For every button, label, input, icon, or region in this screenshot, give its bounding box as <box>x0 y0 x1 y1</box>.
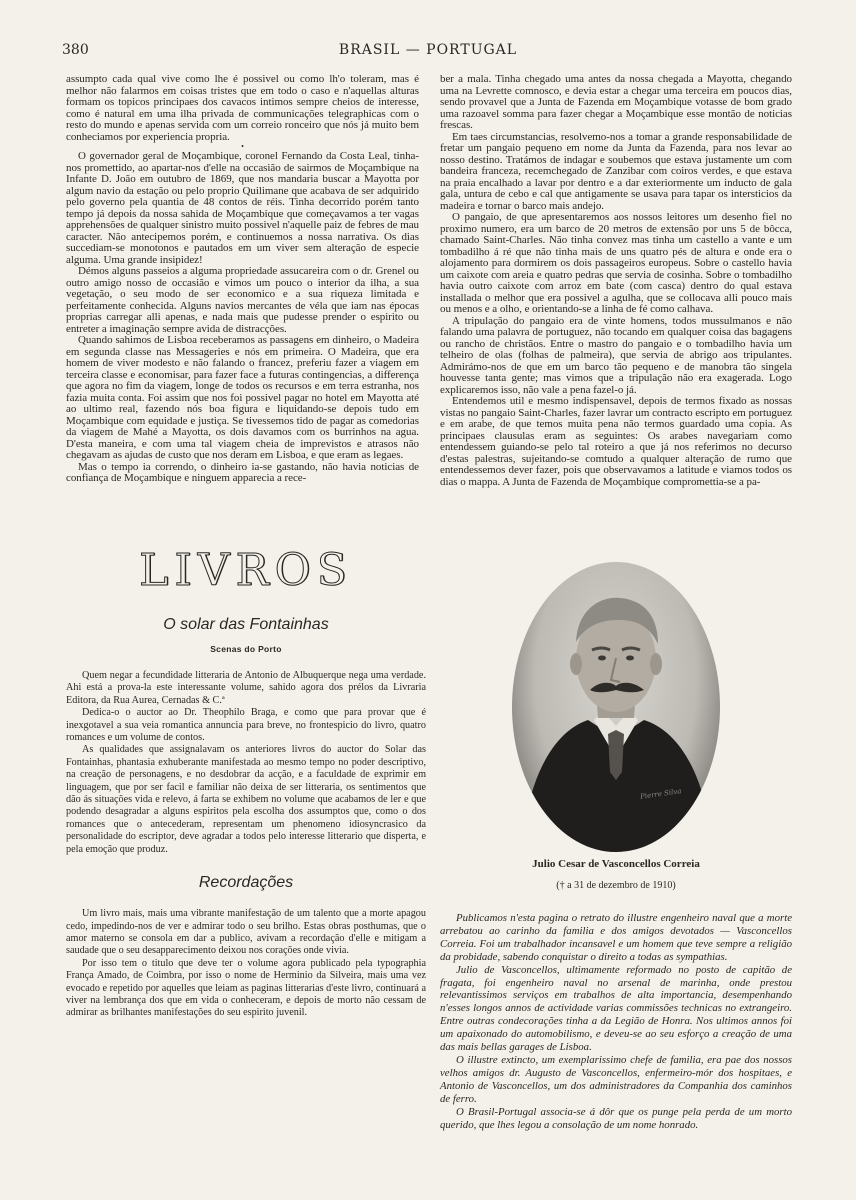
section-mark: • <box>241 142 244 151</box>
paragraph: O governador geral de Moçambique, coronel Fernando da Costa Leal, tinha-nos promettido, ao apartar-nos d'elle na occasião de sairmos de Moçambique na Infante D. João em outubro de 1869, que nos mandaria buscar a Mayotta por algum navio da estação ou pelo proprio Quilimane que acabava de ser adquirido pelo governo pela quantia de 48 contos de réis. Tinha decorrido porém tanto tempo já depois da nossa sahida de Moçambique que começavamos a ter vagas apprehensões de qualquer sinistro muito possivel n'aquelle paiz de febres de mau caracter. Não antecipemos porém, e continuemos a nossa narrativa. Os dias succediam-se monotonos e pautados em um viver sem alteração de especie alguma. Uma grande insipidez! <box>66 150 419 266</box>
book-title: O solar das Fontainhas <box>163 616 329 633</box>
paragraph: Um livro mais, mais uma vibrante manifestação de um talento que a morte apagou cedo, impedindo-nos de ver e admirar todo o seu brilho. Estas obras posthumas, que o amor materno se consola em dar a publico, avivam a recordação d'elle e mitigam a saudade que o seu desapparecimento deixou nos corações onde vivia. <box>66 908 426 957</box>
book-review-body <box>66 908 426 1020</box>
paragraph: assumpto cada qual vive como lhe é possivel ou como lh'o toleram, mas é melhor não falarmos em coisas tristes que em todo o caso e n'aquellas alturas formam os topicos principaes dos cavacos intimos sempre cheios de interesse, como é natural em uma ilha privada de communicações telegraphicas com o resto do mundo e apenas servida com um correio ronceiro que nós já muito bem conheciamos por experiencia propria. <box>66 73 419 143</box>
portrait-caption-date: († a 31 de dezembro de 1910) <box>556 880 676 891</box>
portrait-caption-name: Julio Cesar de Vasconcellos Correia <box>532 858 700 870</box>
running-head: BRASIL — PORTUGAL <box>338 42 518 58</box>
section-heading: LIVROS <box>139 545 353 596</box>
book-subtitle: Scenas do Porto <box>210 644 282 654</box>
livros-section <box>66 545 426 1020</box>
book-title: Recordações <box>198 874 294 892</box>
paragraph: Publicamos n'esta pagina o retrato do illustre engenheiro naval que a morte arrebatou ao carinho da familia e dos amigos devotados — Vasconcellos Correia. Foi um trabalhador incansavel e um homem que teve sempre a religião da probidade, sabendo conquistar o direito a todas as sympathias. <box>440 912 792 963</box>
portrait-photo <box>512 562 720 852</box>
paragraph: A tripulação do pangaio era de vinte homens, todos mussulmanos e não falando uma palavra de portuguez, não tocando em qualquer coisa das bagagens ou rancho de christãos. Entre o mastro do pangaio e o tombadilho havia um telheiro de olas (folhas de palmeira), que servia de abrigo aos tripulantes. Admirámo-nos de que em um barco tão pequeno e de manobra tão singela houvesse tanta gente; mas vimos que a tripulação não era exagerada. Logo explicaremos isso, não vale a pena fazel-o já. <box>440 314 792 396</box>
paragraph: ber a mala. Tinha chegado uma antes da nossa chegada a Mayotta, chegando uma na Levrette comnosco, e devia estar a chegar uma terceira em poucos dias, sendo provavel que a Junta de Fazenda em Moçambique votasse de bom grado uma razoavel somma para fazer chegar a Moçambique esse montão de noticias frescas. <box>440 73 792 131</box>
page-number: 380 <box>62 42 89 58</box>
book-review-body <box>66 670 426 856</box>
paragraph: O pangaio, de que apresentaremos aos nossos leitores um desenho fiel no proximo numero, era um barco de 20 metros de extensão por uns 5 de bôcca, chamado Saint-Charles. Não tinha convez mas tinha um castello a vante e um tombadilho á ré que não tinha mais de uns quatro pés de altura e onde era o alojamento para dormirem os dois passageiros europeus. Sobre o castello havia um caixote com areia e quatro pedras que servia de cosinha. Sobre o tombadilho havia outro caixote com arroz em bate (com casca) dentro do qual estava installada o melhor que era possivel a agulha, que se collocava alli pouco mais ou menos e a olho, e orientando-se a linha de fé como calhava. <box>440 211 792 315</box>
page-header <box>62 42 794 58</box>
paragraph: Mas o tempo ia correndo, o dinheiro ia-se gastando, não havia noticias de confiança de Moçambique e ninguem apparecia a rece- <box>66 460 419 484</box>
paragraph: Quando sahimos de Lisboa receberamos as passagens em dinheiro, o Madeira em segunda classe nas Messageries e nós em primeira. O Madeira, que era homem de viver modesto e não falando o francez, preferiu fazer a viagem em terceira classe e economisar, para fazer face a futuras contingencias, a differença que agora no fim da viagem, longe de todos os recursos e em terra estranha, nos fazia muita conta. Foi assim que nos foi possivel pagar no hotel em Mayotta até ao ultimo real, fazendo nós boa figura e liquidando-se depois tudo em Moçambique com equidade e justiça. Se tivessemos tido de pagar as comedorias da viagem de Mahé a Mayotta, os dois davamos com os burrinhos na agua. D'esta maneira, e com uma tal viagem cheia de imprevistos e atrasos não chegavam as ajudas de custo que nos deram em Lisboa, e que eram as legaes. <box>66 334 419 461</box>
engraver-signature: Pierre Silva <box>640 787 683 801</box>
paragraph: Dedica-o o auctor ao Dr. Theophilo Braga, e como que para provar que é inexgotavel a sua veia romantica annuncia para breve, no frontespicio do livro, quatro romances e um volume de contos. <box>66 707 426 744</box>
paragraph: O Brasil-Portugal associa-se á dôr que os punge pela perda de um morto querido, que lhes legou a consolação de um nome honrado. <box>440 1105 792 1131</box>
obituary-text <box>440 912 792 1131</box>
portrait-illustration <box>512 562 720 852</box>
paragraph: Quem negar a fecundidade litteraria de Antonio de Albuquerque nega uma verdade. Ahi está a prova-la este interessante volume, sahido agora dos prélos da Livraria Editora, da Rua Aurea, Cernadas & C.ª <box>66 670 426 706</box>
paragraph: Em taes circumstancias, resolvemo-nos a tomar a grande responsabilidade de fretar um pangaio pequeno em nome da Junta da Fazenda, para nos levar ao nosso destino. Tratámos de indagar e soubemos que estava justamente um com bandeira franceza, recemchegado de Zanzibar com coiros verdes, e que estava na praia encalhado a lavar por dentro e a dar exteriormente um inducto de gala gala, untura de cebo e cal que antigamente se usava para tapar os intersticios da madeira e tornar o barco mais andejo. <box>440 130 792 212</box>
paragraph: Julio de Vasconcellos, ultimamente reformado no posto de capitão de fragata, foi engenheiro naval no arsenal de marinha, onde prestou relevantissimos serviços em trabalhos de alta importancia, desempenhando n'esses longos annos de actividade varias commissões technicas no extrangeiro. Entre outras condecorações tinha a da Legião de Honra. Nos ultimos annos foi um apaixonado do automobilismo, e deveu-se ao seu esforço a creação de uma das mais bellas garages de Lisboa. <box>440 963 792 1054</box>
paragraph: Démos alguns passeios a alguma propriedade assucareira com o dr. Grenel ou outro amigo nosso de occasião e vimos um pouco o interior da ilha, a sua vegetação, o seu modo de ser economico e a sua riqueza limitada e perfeitamente conhecida. Alguns navios mercantes de véla que iam nas épocas proprias carregar alli apenas, e nada mais que pudesse prender o espirito ou entreter a imaginação sempre avida de distracções. <box>66 265 419 335</box>
paragraph: As qualidades que assignalavam os anteriores livros do auctor do Solar das Fontainhas, phantasia exhuberante manifestada ao mesmo tempo no poder descriptivo, na creação de personagens, e no desdobrar da acção, e a faculdade de exprimir em linguagem, que por ser facil e familiar não deixa de ser litteraria, os sentimentos que dão ás situações vida e relevo, á farta se exhibem no volume que acabamos de ler e que podendo desagradar a alguns espiritos pela escolha dos assumptos que, como o dos romances que o antecederam, representam um phenomeno idiosyncrasico da personalidade do escriptor, deve agradar a todos pelo interesse litterario que disperta, e pela emoção que produz. <box>66 744 426 855</box>
paragraph: O illustre extincto, um exemplarissimo chefe de familia, era pae dos nossos velhos amigos dr. Augusto de Vasconcellos, enfermeiro-mór dos hospitaes, e Antonio de Vasconcellos, um dos administradores da Companhia dos caminhos de ferro. <box>440 1053 792 1105</box>
right-column-article <box>440 74 792 488</box>
portrait-oval <box>512 562 720 852</box>
paragraph: Por isso tem o titulo que deve ter o volume agora publicado pela typographia França Amado, de Coimbra, por isso o nome de Herminio da Silveira, mais uma vez evocado e repetido por aquelles que leiam as paginas litterarias d'este livro, continuará a viver na lembrança dos que em vida o conheceram, e depois de morto não cessam de admirar as brilhantes manifestações do seu espirito juvenil. <box>66 957 426 1019</box>
left-column-article <box>66 74 419 485</box>
paragraph: Entendemos util e mesmo indispensavel, depois de termos fixado as nossas vistas no pangaio Saint-Charles, fazer lavrar um contracto escripto em portuguez e em arabe, de que temos muita pena não termos guardado uma copia. As principaes clausulas eram as seguintes: Os arabes navegariam como entendessem guiando-se pelo tal roteiro a que já nos referimos no decurso d'estas palestras, sujeitando-se comtudo a qualquer alteração de rumo que entendessemos dever fazer, pois que observavamos a latitude e viamos todos os dias o mappa. A Junta de Fazenda de Moçambique compromettia-se a pa- <box>440 395 792 488</box>
